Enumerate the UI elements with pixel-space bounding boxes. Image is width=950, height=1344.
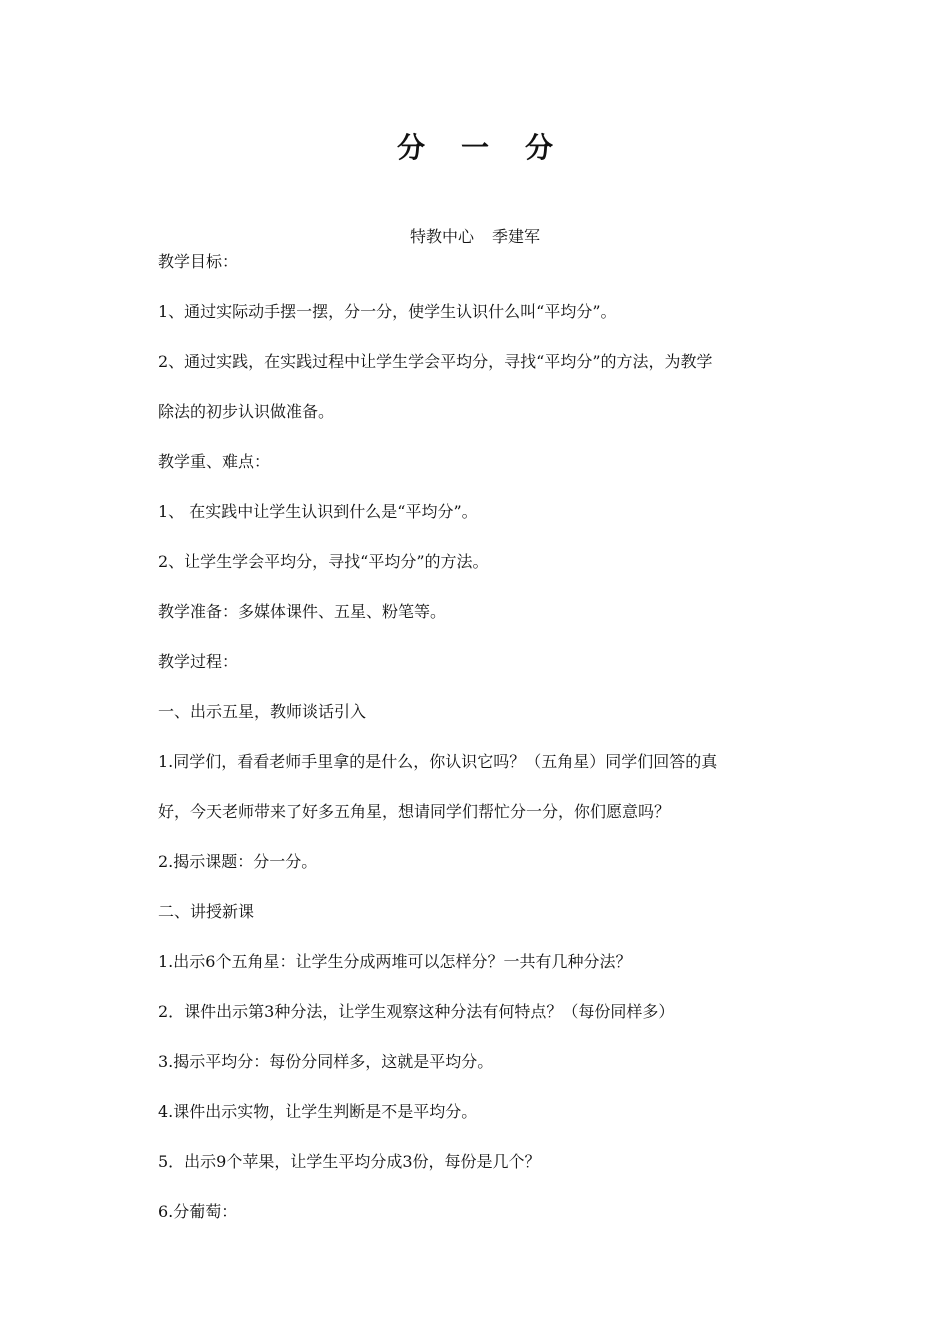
text-line: 5．出示9个苹果，让学生平均分成3份，每份是几个？ [158, 1152, 541, 1171]
text-line: 1、通过实际动手摆一摆，分一分，使学生认识什么叫“平均分”。 [158, 302, 617, 321]
title-char: 分 [525, 131, 554, 164]
text-line: 1.同学们，看看老师手里拿的是什么，你认识它吗？（五角星）同学们回答的真 [158, 752, 718, 771]
text-line: 1.出示6个五角星：让学生分成两堆可以怎样分？一共有几种分法？ [158, 952, 632, 971]
document-title [0, 128, 950, 168]
text-line: 2、通过实践，在实践过程中让学生学会平均分，寻找“平均分”的方法，为教学 [158, 352, 713, 371]
text-line: 二、讲授新课 [158, 902, 255, 921]
text-line: 2、让学生学会平均分，寻找“平均分”的方法。 [158, 552, 489, 571]
text-line: 教学过程： [158, 652, 239, 671]
text-line: 教学重、难点： [158, 452, 271, 471]
text-line: 一、出示五星，教师谈话引入 [158, 702, 367, 721]
text-line: 除法的初步认识做准备。 [158, 402, 335, 421]
title-char: 一 [460, 131, 489, 164]
text-line: 教学准备：多媒体课件、五星、粉笔等。 [158, 602, 447, 621]
text-line: 好，今天老师带来了好多五角星，想请同学们帮忙分一分，你们愿意吗？ [158, 802, 671, 821]
text-line: 2．课件出示第3种分法，让学生观察这种分法有何特点？（每份同样多） [158, 1002, 675, 1021]
author-unit: 特教中心 [409, 227, 474, 246]
text-line: 4.课件出示实物，让学生判断是不是平均分。 [158, 1102, 478, 1121]
document-body [158, 250, 798, 1250]
author-line [0, 226, 950, 248]
text-line: 3.揭示平均分：每份分同样多，这就是平均分。 [158, 1052, 494, 1071]
text-line: 6.分葡萄： [158, 1202, 238, 1221]
text-line: 2.揭示课题：分一分。 [158, 852, 318, 871]
text-line: 教学目标： [158, 252, 239, 271]
author-name: 季建军 [492, 227, 541, 246]
title-char: 分 [396, 131, 425, 164]
text-line: 1、 在实践中让学生认识到什么是“平均分”。 [158, 502, 478, 521]
